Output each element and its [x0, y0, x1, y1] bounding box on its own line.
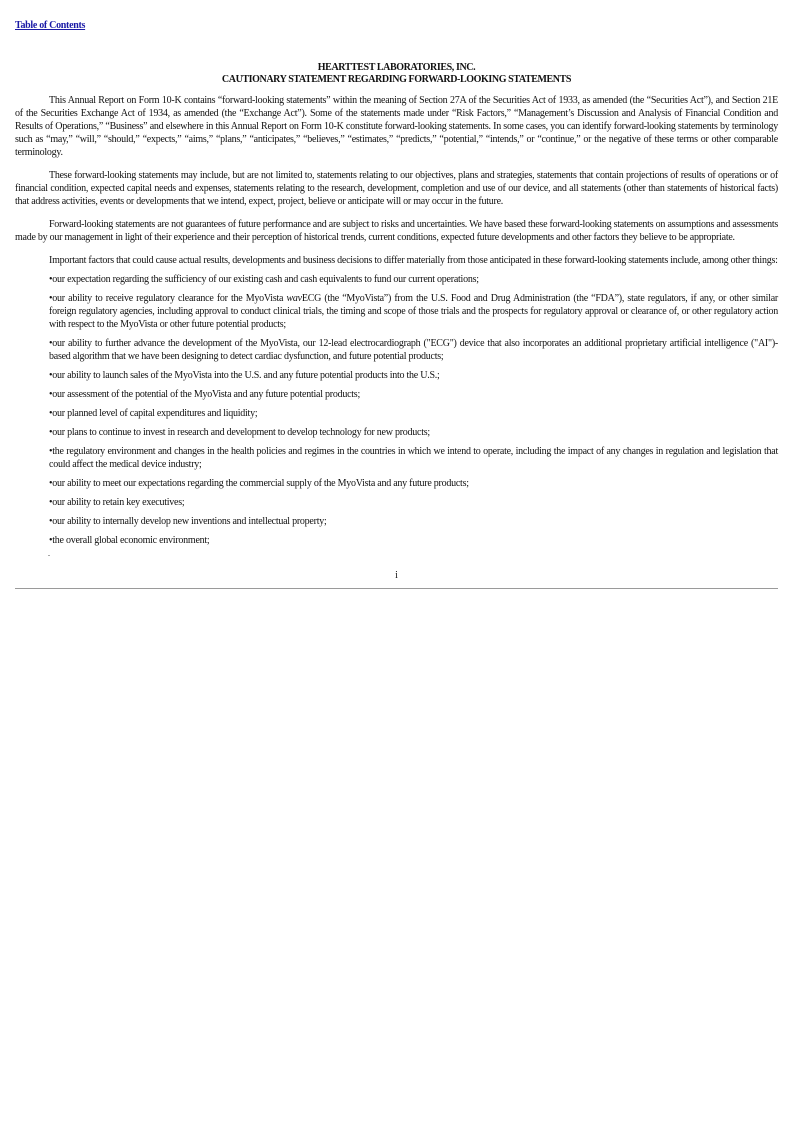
- list-item: [15, 426, 778, 439]
- bullet-mark: •: [49, 535, 53, 546]
- bullet-mark: •: [49, 497, 53, 508]
- list-item-text: our ability to retain key executives;: [52, 497, 185, 508]
- bullet-mark: •: [49, 338, 53, 349]
- bullet-mark: •: [49, 389, 53, 400]
- list-item-italic: wav: [286, 293, 302, 304]
- list-item: [15, 515, 778, 528]
- paragraph-factors: Important factors that could cause actual results, developments and business decisions to differ materially from those anticipated in these forward-looking statements include, among other things:: [49, 255, 778, 266]
- paragraph-guarantees: Forward-looking statements are not guarantees of future performance and are subject to risks and uncertainties. We have based these forward-looking statements on assumptions and assessments made by our management in light of their experience and their perception of historical trends, current conditions, expected future developments and other factors they believe to be appropriate.: [15, 219, 778, 243]
- list-item: [15, 337, 778, 363]
- list-item: [15, 534, 778, 547]
- list-item: [15, 292, 778, 331]
- list-item-text: our planned level of capital expenditures and liquidity;: [52, 408, 258, 419]
- list-item: [15, 477, 778, 490]
- list-item-text: our ability to further advance the development of the MyoVista, our 12-lead electrocardiograph ("ECG") device that also incorporates an additional proprietary artificial intelligence ("AI")-based algorithm that we have been designing to detect cardiac dysfunction, and future potential products;: [49, 338, 778, 362]
- list-item-text: the regulatory environment and changes in the health policies and regimes in the countries in which we intend to operate, including the impact of any changes in regulation and legislation that could affect the medical device industry;: [49, 446, 778, 470]
- document-page: [15, 19, 778, 594]
- list-item: [15, 388, 778, 401]
- list-item: [15, 273, 778, 286]
- page-number: i: [395, 570, 398, 581]
- company-name: HEARTTEST LABORATORIES, INC.: [317, 62, 476, 73]
- list-item-text: our assessment of the potential of the MyoVista and any future potential products;: [52, 389, 360, 400]
- list-item-text: the overall global economic environment;: [52, 535, 210, 546]
- bullet-mark: •: [49, 293, 53, 304]
- bullet-mark: •: [49, 408, 53, 419]
- list-item: [15, 496, 778, 509]
- bullet-list: [15, 273, 778, 547]
- bullet-mark: •: [49, 274, 53, 285]
- list-item-text: our ability to launch sales of the MyoVista into the U.S. and any future potential products into the U.S.;: [52, 370, 440, 381]
- bullet-mark: •: [49, 516, 53, 527]
- list-item-text: our ability to internally develop new inventions and intellectual property;: [52, 516, 327, 527]
- list-item-text: ECG (the “MyoVista”) from the U.S. Food and Drug Administration (the “FDA”), state regulators, if any, or other similar foreign regulatory agencies, including approval to conduct clinical trials, the timing and scope of those trials and the prospects for regulatory approval or clearance of, or other regulatory action with respect to the MyoVista or other future potential products;: [49, 293, 779, 330]
- list-item: [15, 407, 778, 420]
- bullet-mark: •: [49, 427, 53, 438]
- bullet-mark: •: [49, 446, 53, 457]
- list-item-text: our plans to continue to invest in research and development to develop technology for new products;: [52, 427, 430, 438]
- list-item: [15, 445, 778, 471]
- trailing-mark: .: [48, 549, 50, 558]
- page-divider: [15, 588, 778, 589]
- bullet-mark: •: [49, 478, 53, 489]
- paragraph-scope: These forward-looking statements may include, but are not limited to, statements relating to our objectives, plans and strategies, statements that contain projections of results of operations or of financial condition, expected capital needs and expenses, statements relating to the research, development, completion and use of our device, and all statements (other than statements of historical facts) that address activities, events or developments that we intend, expect, project, believe or anticipate will or may occur in the future.: [15, 170, 778, 207]
- bullet-mark: •: [49, 370, 53, 381]
- list-item-text: our ability to meet our expectations regarding the commercial supply of the MyoVista and any future products;: [52, 478, 469, 489]
- list-item-text: our expectation regarding the sufficiency of our existing cash and cash equivalents to fund our current operations;: [52, 274, 479, 285]
- list-item-text: our ability to receive regulatory clearance for the MyoVista: [52, 293, 287, 304]
- table-of-contents-link[interactable]: Table of Contents: [15, 20, 86, 31]
- section-title: CAUTIONARY STATEMENT REGARDING FORWARD-LOOKING STATEMENTS: [221, 74, 572, 85]
- paragraph-intro: This Annual Report on Form 10-K contains “forward-looking statements” within the meaning of Section 27A of the Securities Act of 1933, as amended (the “Securities Act”), and Section 21E of the Securities Exchange Act of 1934, as amended (the “Exchange Act”). Some of the statements made under “Risk Factors,” “Management’s Discussion and Analysis of Financial Condition and Results of Operations,” “Business” and elsewhere in this Annual Report on Form 10-K constitute forward-looking statements. In some cases, you can identify forward-looking statements by terminology such as “may,” “will,” “should,” “expects,” “aims,” “plans,” “anticipates,” “believes,” “estimates,” “predicts,” “potential,” “intends,” or “continue,” or the negative of these terms or other comparable terminology.: [15, 95, 778, 158]
- list-item: [15, 369, 778, 382]
